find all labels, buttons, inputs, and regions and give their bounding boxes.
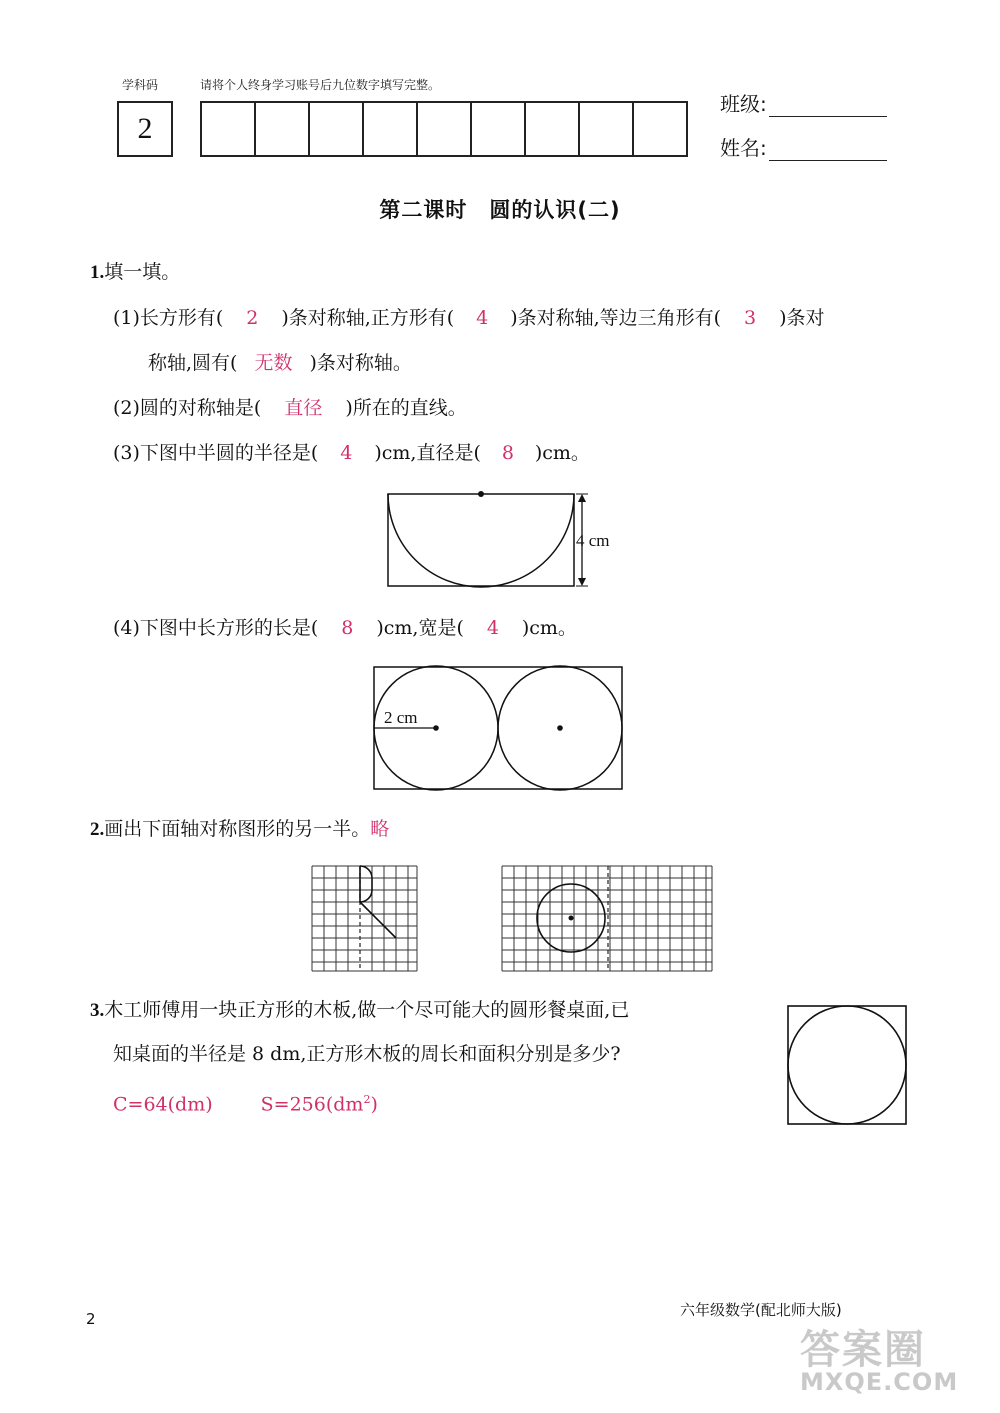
digit-cell[interactable]	[364, 103, 418, 155]
q1-s4-text-c: )cm。	[521, 617, 577, 639]
q1-s1-text-b: )条对称轴,正方形有(	[281, 307, 455, 329]
q3-answer	[113, 1086, 378, 1118]
watermark-url: MXQE.COM	[800, 1368, 959, 1396]
q1-s3-line	[113, 439, 590, 467]
q1-s3-answer-diameter: 8	[501, 442, 514, 464]
q2-answer: 略	[370, 818, 390, 840]
q1-s1-line2	[148, 349, 412, 377]
q1-s1-text-c: )条对称轴,等边三角形有(	[510, 307, 722, 329]
q3-line1	[90, 996, 629, 1025]
q1-s1-text-e: 称轴,圆有(	[148, 352, 238, 374]
grid-figure-right	[498, 864, 718, 976]
subject-code-box	[117, 101, 173, 157]
grid-figure-left	[310, 864, 422, 976]
class-label: 班级:	[720, 92, 767, 116]
q1-s2-answer: 直径	[284, 397, 323, 419]
q1-s1-text-d: )条对	[779, 307, 825, 329]
class-blank[interactable]	[769, 96, 887, 117]
q3-text-line2: 知桌面的半径是 8 dm,正方形木板的周长和面积分别是多少?	[113, 1043, 621, 1065]
q1-s3-text-b: )cm,直径是(	[374, 442, 481, 464]
q1-s4-answer-length: 8	[341, 617, 354, 639]
q2-line	[90, 815, 389, 844]
digit-cell[interactable]	[526, 103, 580, 155]
circle-radius-label: 2 cm	[384, 708, 418, 727]
q1-s4-line	[113, 614, 577, 642]
q1-s1-answer-square-axes: 4	[476, 307, 489, 329]
q1-s2-text-a: (2)圆的对称轴是(	[113, 397, 262, 419]
page-title: 第二课时 圆的认识(二)	[379, 198, 621, 222]
q3-answer-perimeter: C=64(dm)	[113, 1093, 213, 1116]
q3-number: 3.	[90, 1000, 105, 1021]
name-field[interactable]	[720, 132, 887, 161]
q2-text: 画出下面轴对称图形的另一半。	[104, 818, 371, 840]
class-field[interactable]	[720, 88, 887, 117]
account-digit-boxes[interactable]	[200, 101, 688, 157]
page-number: 2	[86, 1310, 96, 1328]
q3-answer-area: S=256(dm	[260, 1093, 364, 1116]
q1-heading-text: 填一填。	[104, 261, 181, 283]
q1-s2-text-b: )所在的直线。	[345, 397, 467, 419]
q1-s1-text-a: (1)长方形有(	[113, 307, 224, 329]
q1-s1-line1	[113, 304, 825, 332]
q1-s3-text-a: (3)下图中半圆的半径是(	[113, 442, 319, 464]
q1-heading	[90, 258, 180, 287]
q1-s4-answer-width: 4	[486, 617, 499, 639]
q3-answer-area-exponent: 2	[363, 1093, 371, 1106]
q1-s1-answer-triangle-axes: 3	[744, 307, 757, 329]
q1-s3-answer-radius: 4	[340, 442, 353, 464]
q1-s1-text-f: )条对称轴。	[309, 352, 412, 374]
q2-number: 2.	[90, 819, 105, 840]
q3-text-line1: 木工师傅用一块正方形的木板,做一个尽可能大的圆形餐桌面,已	[104, 999, 630, 1021]
q1-s2-line	[113, 394, 467, 422]
digit-cell[interactable]	[418, 103, 472, 155]
semicircle-figure	[380, 488, 630, 592]
digit-cell[interactable]	[202, 103, 256, 155]
digit-cell[interactable]	[634, 103, 686, 155]
q1-s4-text-a: (4)下图中长方形的长是(	[113, 617, 319, 639]
q1-number: 1.	[90, 262, 105, 283]
subject-code-value: 2	[137, 112, 153, 145]
name-label: 姓名:	[720, 136, 767, 160]
digit-cell[interactable]	[472, 103, 526, 155]
q1-s1-answer-circle-axes: 无数	[254, 352, 293, 374]
book-title: 六年级数学(配北师大版)	[680, 1301, 842, 1319]
q1-s4-text-b: )cm,宽是(	[376, 617, 464, 639]
digit-cell[interactable]	[580, 103, 634, 155]
subject-code-label: 学科码	[122, 78, 159, 92]
q1-s3-text-c: )cm。	[534, 442, 590, 464]
watermark-logo: 答案圈	[800, 1327, 926, 1373]
digit-cell[interactable]	[310, 103, 364, 155]
circle-in-square-figure	[784, 1002, 910, 1128]
digit-cell[interactable]	[256, 103, 310, 155]
q1-s1-answer-rect-axes: 2	[246, 307, 259, 329]
name-blank[interactable]	[769, 140, 887, 161]
semicircle-height-label: 4 cm	[576, 531, 610, 550]
q3-answer-area-close: )	[370, 1093, 378, 1116]
account-instruction: 请将个人终身学习账号后九位数字填写完整。	[200, 78, 441, 92]
two-circles-figure	[370, 662, 630, 792]
